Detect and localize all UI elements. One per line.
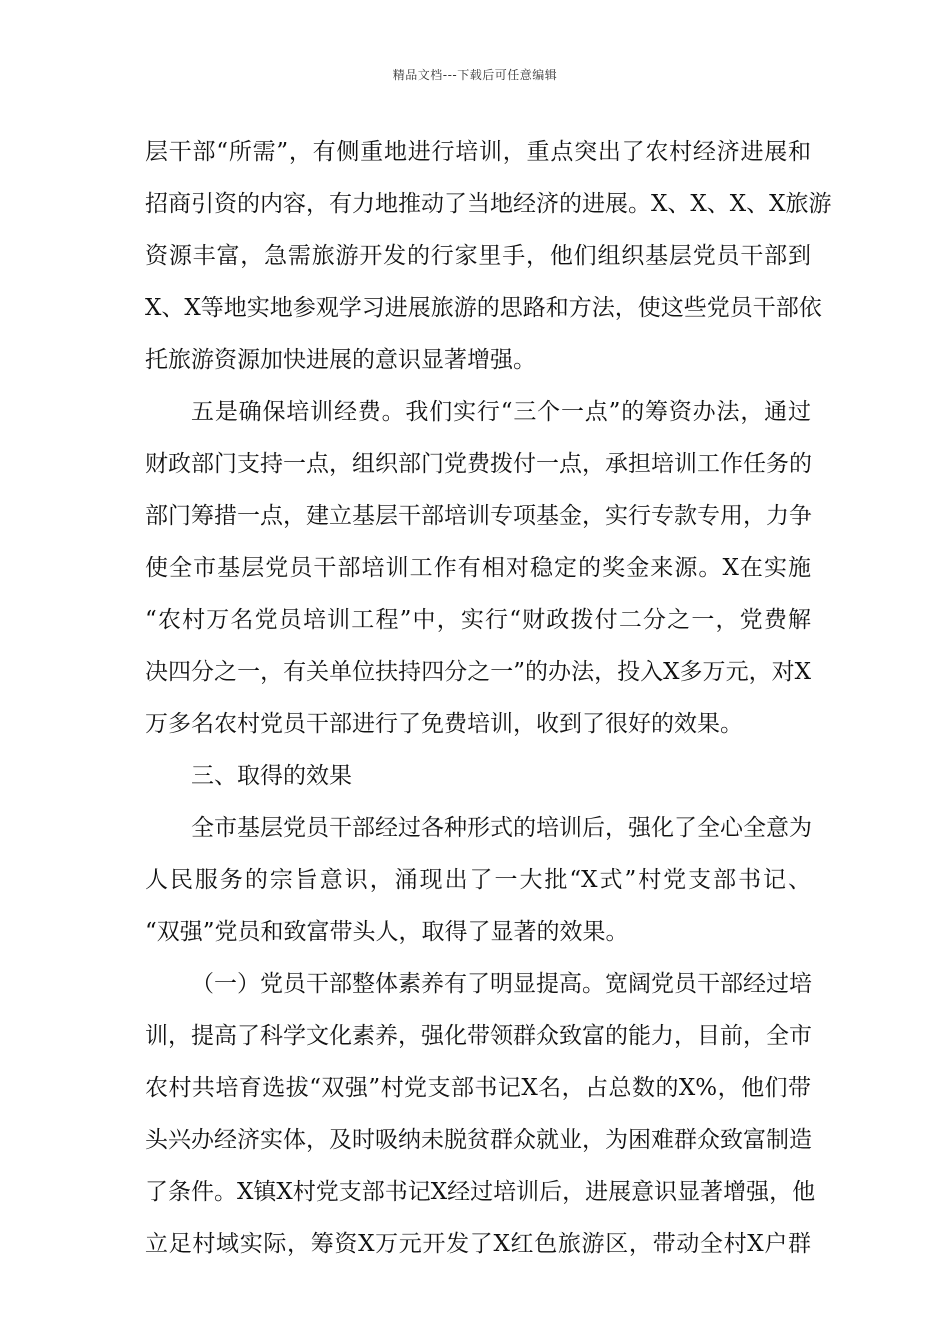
document-body: [145, 126, 832, 1270]
text-line: 农村共培育选拔“双强”村党支部书记X名，占总数的X%，他们带: [145, 1075, 811, 1101]
text-line: 立足村域实际，筹资X万元开发了X红色旅游区，带动全村X户群: [145, 1231, 811, 1257]
text-line: X、X等地实地参观学习进展旅游的思路和方法，使这些党员干部依: [145, 295, 822, 321]
text-line: 财政部门支持一点，组织部门党费拨付一点，承担培训工作任务的: [145, 451, 812, 477]
text-line: （一）党员干部整体素养有了明显提高。宽阔党员干部经过培: [191, 971, 812, 997]
text-line: 三、取得的效果: [191, 763, 352, 789]
text-line: “农村万名党员培训工程”中，实行“财政拨付二分之一，党费解: [145, 607, 811, 633]
text-line: 训，提高了科学文化素养，强化带领群众致富的能力，目前，全市: [145, 1023, 812, 1049]
text-line: 部门筹措一点，建立基层干部培训专项基金，实行专款专用，力争: [145, 503, 812, 529]
text-line: 决四分之一，有关单位扶持四分之一”的办法，投入X多万元，对X: [145, 659, 811, 685]
text-line: 全市基层党员干部经过各种形式的培训后，强化了全心全意为: [191, 815, 812, 841]
text-line: 托旅游资源加快进展的意识显著增强。: [145, 347, 536, 373]
text-line: 万多名农村党员干部进行了免费培训，收到了很好的效果。: [145, 711, 743, 737]
text-line: 资源丰富，急需旅游开发的行家里手，他们组织基层党员干部到: [145, 243, 811, 269]
page-header: 精品文档---下载后可任意编辑: [392, 68, 558, 82]
text-line: 人民服务的宗旨意识，涌现出了一大批“X式”村党支部书记、: [145, 867, 811, 893]
text-line: 招商引资的内容，有力地推动了当地经济的进展。X、X、X、X旅游: [145, 191, 832, 217]
text-line: 使全市基层党员干部培训工作有相对稳定的奖金来源。X在实施: [145, 555, 811, 581]
text-line: “双强”党员和致富带头人，取得了显著的效果。: [145, 919, 629, 945]
text-line: 五是确保培训经费。我们实行“三个一点”的筹资办法，通过: [191, 399, 811, 425]
text-line: 了条件。X镇X村党支部书记X经过培训后，进展意识显著增强，他: [145, 1179, 816, 1205]
text-line: 层干部“所需”，有侧重地进行培训，重点突出了农村经济进展和: [145, 139, 811, 165]
text-line: 头兴办经济实体，及时吸纳未脱贫群众就业，为困难群众致富制造: [145, 1127, 812, 1153]
